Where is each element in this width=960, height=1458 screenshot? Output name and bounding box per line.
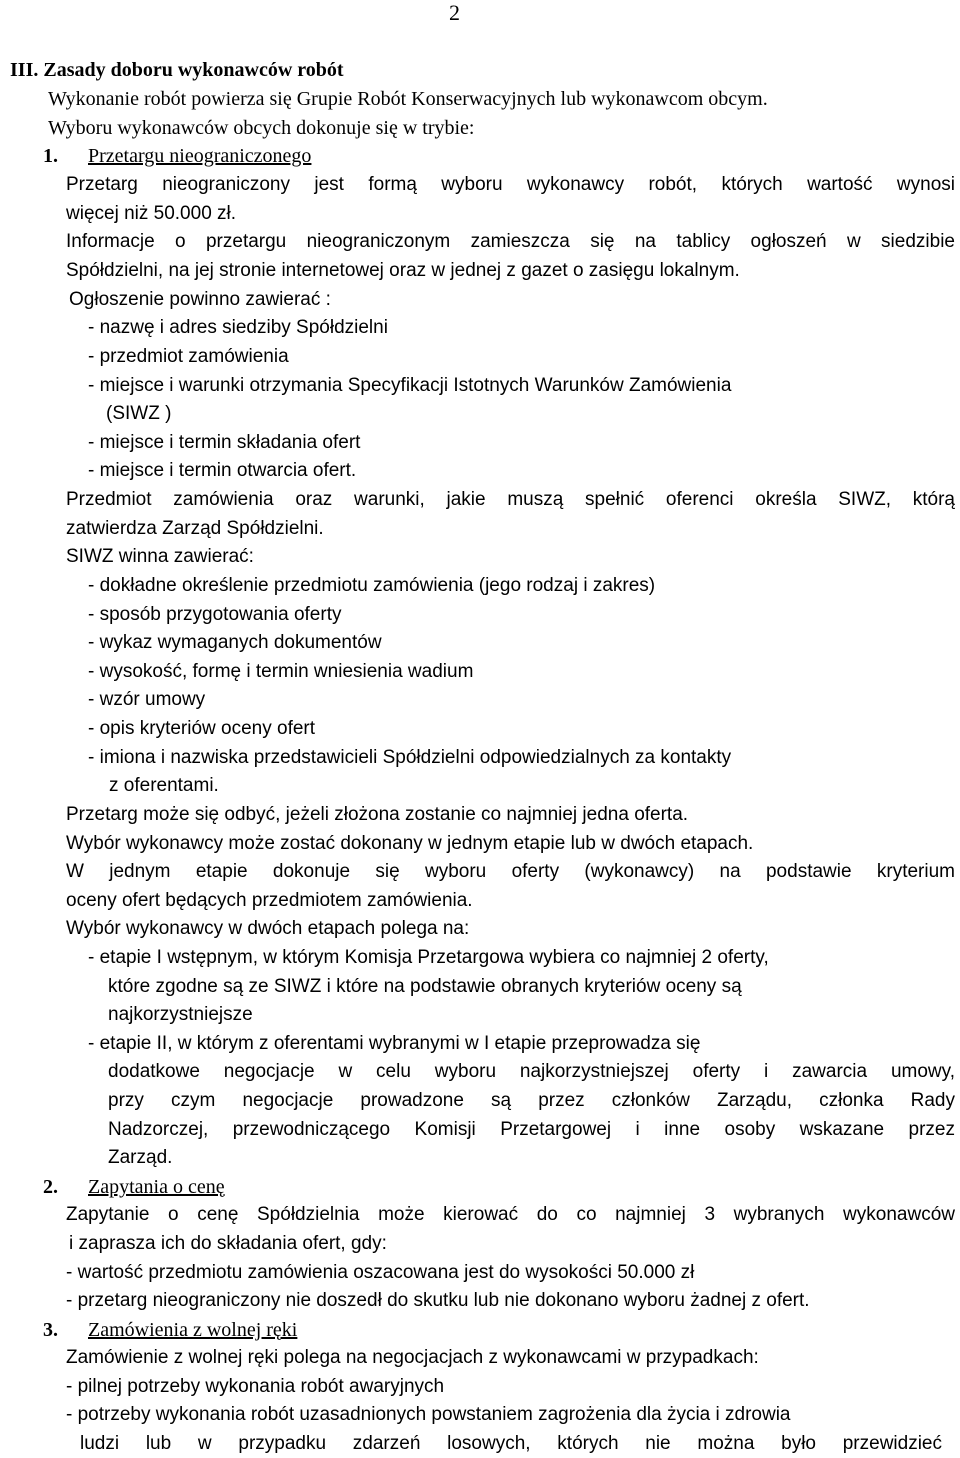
list-item-continuation: Zarząd. [108, 1147, 173, 1168]
item-1-title: Przetargu nieograniczonego [88, 145, 312, 167]
list-item: - etapie I wstępnym, w którym Komisja Przetargowa wybiera co najmniej 2 oferty, [88, 947, 769, 968]
paragraph-line: Spółdzielni, na jej stronie internetowej oraz w jednej z gazet o zasięgu lokalnym. [66, 260, 740, 281]
paragraph-line: oceny ofert będących przedmiotem zamówienia. [66, 890, 473, 911]
list-item: - etapie II, w którym z oferentami wybranymi w I etapie przeprowadza się [88, 1033, 701, 1054]
paragraph-line: Wybór wykonawcy może zostać dokonany w jednym etapie lub w dwóch etapach. [66, 833, 754, 854]
list-item-continuation: Nadzorczej, przewodniczącego Komisji Przetargowej i inne osoby wskazane przez [108, 1119, 955, 1140]
paragraph-line: Informacje o przetargu nieograniczonym zamieszcza się na tablicy ogłoszeń w siedzibie [66, 231, 955, 252]
paragraph-line: i zaprasza ich do składania ofert, gdy: [69, 1233, 387, 1254]
list-item-continuation: (SIWZ ) [106, 403, 172, 424]
list-item: - pilnej potrzeby wykonania robót awaryjnych [66, 1376, 445, 1397]
list-item: - opis kryteriów oceny ofert [88, 718, 316, 739]
list-item-continuation: ludzi lub w przypadku zdarzeń losowych, których nie można było przewidzieć [80, 1433, 942, 1454]
item-2-number: 2. [43, 1176, 58, 1198]
paragraph-line: W jednym etapie dokonuje się wyboru oferty (wykonawcy) na podstawie kryterium [66, 861, 955, 882]
list-item: - sposób przygotowania oferty [88, 604, 342, 625]
siwz-intro: SIWZ winna zawierać: [66, 546, 254, 567]
section-intro-line: Wykonanie robót powierza się Grupie Robót Konserwacyjnych lub wykonawcom obcym. [48, 88, 768, 110]
item-2-title: Zapytania o cenę [88, 1176, 225, 1198]
paragraph-line: Przetarg może się odbyć, jeżeli złożona zostanie co najmniej jedna oferta. [66, 804, 689, 825]
paragraph-line: zatwierdza Zarząd Spółdzielni. [66, 518, 324, 539]
list-item: - nazwę i adres siedziby Spółdzielni [88, 317, 388, 338]
page-number: 2 [449, 0, 460, 25]
list-item: - miejsce i termin składania ofert [88, 432, 361, 453]
list-item: - potrzeby wykonania robót uzasadnionych powstaniem zagrożenia dla życia i zdrowia [66, 1404, 791, 1425]
announcement-intro: Ogłoszenie powinno zawierać : [69, 289, 331, 310]
paragraph-line: Zapytanie o cenę Spółdzielnia może kierować do co najmniej 3 wybranych wykonawców [66, 1204, 955, 1225]
list-item-continuation: przy czym negocjacje prowadzone są przez członków Zarządu, członka Rady [108, 1090, 955, 1111]
list-item: - przetarg nieograniczony nie doszedł do skutku lub nie dokonano wyboru żadnej z ofert. [66, 1290, 810, 1311]
list-item: - imiona i nazwiska przedstawicieli Spółdzielni odpowiedzialnych za kontakty [88, 747, 732, 768]
item-3-title: Zamówienia z wolnej ręki [88, 1319, 298, 1341]
list-item: - miejsce i warunki otrzymania Specyfikacji Istotnych Warunków Zamówienia [88, 375, 732, 396]
paragraph-line: Wybór wykonawcy w dwóch etapach polega na: [66, 918, 470, 939]
item-1-number: 1. [43, 145, 58, 167]
list-item: - miejsce i termin otwarcia ofert. [88, 460, 357, 481]
list-item: - wysokość, formę i termin wniesienia wadium [88, 661, 474, 682]
item-3-number: 3. [43, 1319, 58, 1341]
section-intro-line: Wyboru wykonawców obcych dokonuje się w trybie: [48, 117, 475, 139]
list-item: - wartość przedmiotu zamówienia oszacowana jest do wysokości 50.000 zł [66, 1262, 695, 1283]
list-item-continuation: które zgodne są ze SIWZ i które na podstawie obranych kryteriów oceny są [108, 976, 742, 997]
list-item: - dokładne określenie przedmiotu zamówienia (jego rodzaj i zakres) [88, 575, 656, 596]
list-item-continuation: dodatkowe negocjacje w celu wyboru najkorzystniejszej oferty i zawarcia umowy, [108, 1061, 955, 1082]
list-item: - wzór umowy [88, 689, 206, 710]
paragraph-line: Przetarg nieograniczony jest formą wyboru wykonawcy robót, których wartość wynosi [66, 174, 955, 195]
list-item: - wykaz wymaganych dokumentów [88, 632, 382, 653]
list-item-continuation: najkorzystniejsze [108, 1004, 253, 1025]
paragraph-line: Zamówienie z wolnej ręki polega na negocjacjach z wykonawcami w przypadkach: [66, 1347, 759, 1368]
list-item-continuation: z oferentami. [109, 775, 219, 796]
paragraph-line: Przedmiot zamówienia oraz warunki, jakie muszą spełnić oferenci określa SIWZ, którą [66, 489, 955, 510]
paragraph-line: więcej niż 50.000 zł. [66, 203, 237, 224]
list-item: - przedmiot zamówienia [88, 346, 289, 367]
section-heading: III. Zasady doboru wykonawców robót [10, 59, 344, 81]
